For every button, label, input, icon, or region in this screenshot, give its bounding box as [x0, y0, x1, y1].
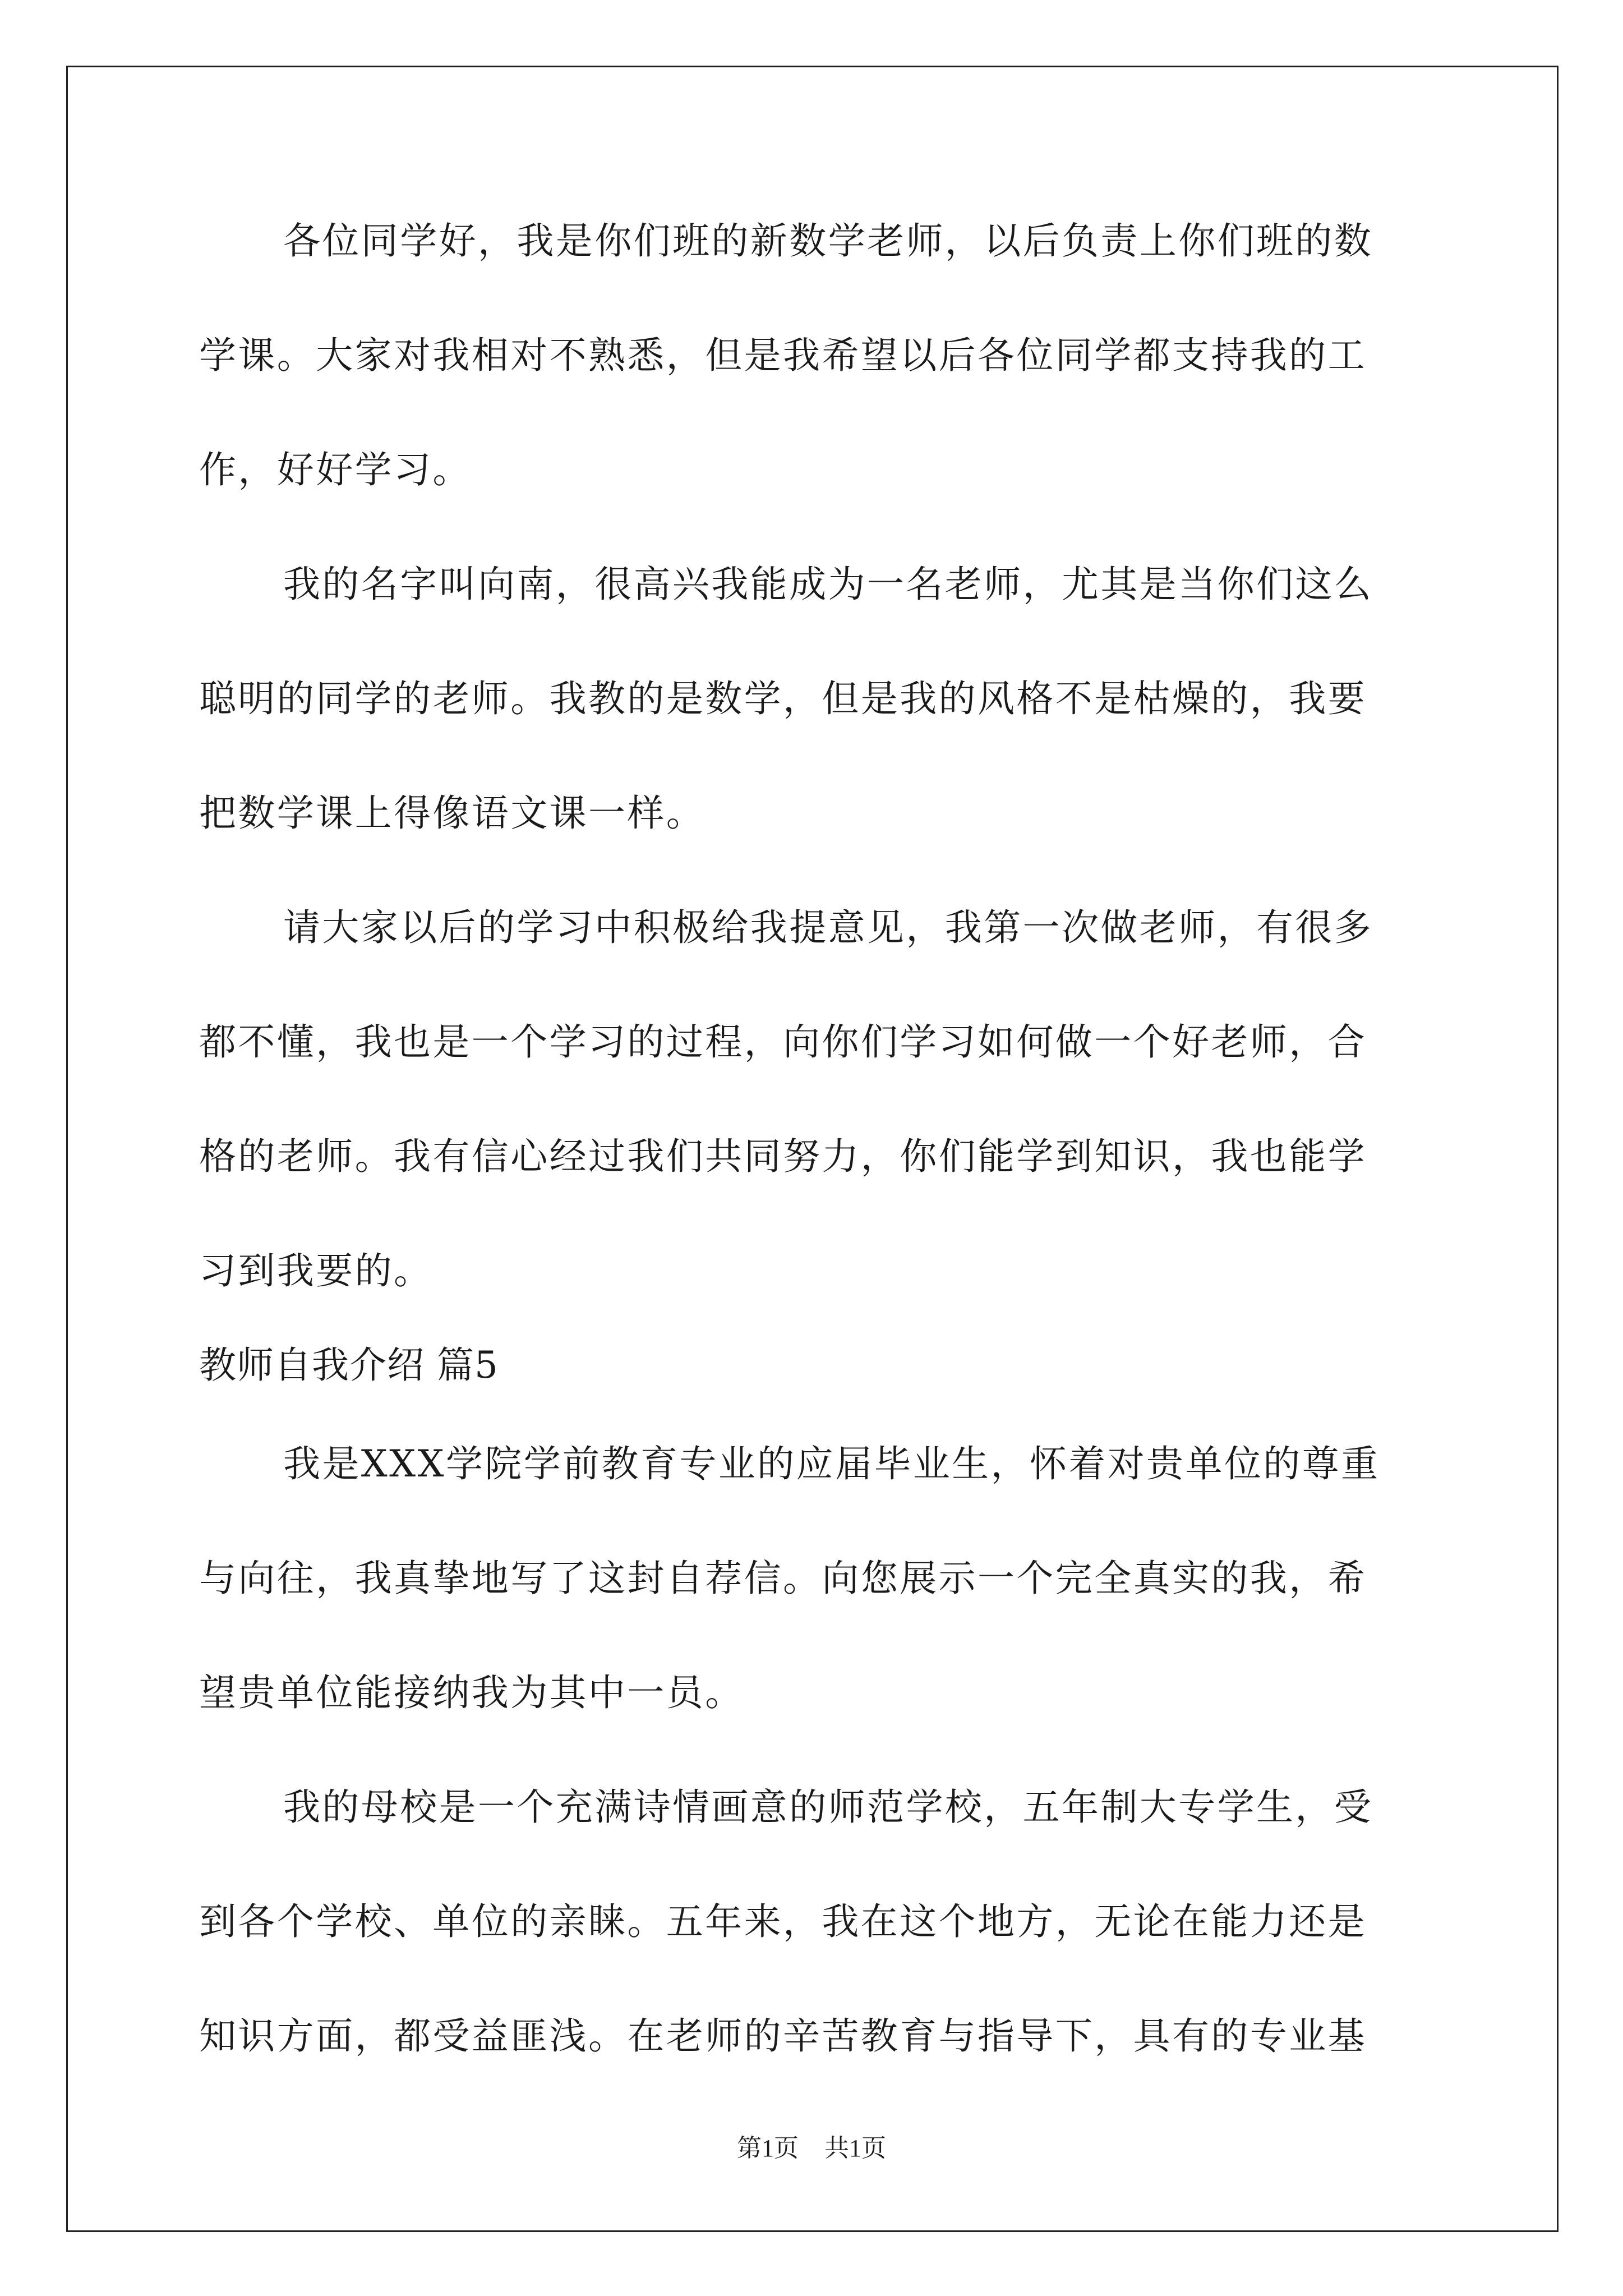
section-heading: 教师自我介绍 篇5	[199, 1343, 499, 1387]
paragraph-line: 请大家以后的学习中积极给我提意见，我第一次做老师，有很多	[283, 906, 1373, 949]
paragraph-line: 各位同学好，我是你们班的新数学老师，以后负责上你们班的数	[283, 219, 1373, 263]
paragraph-line: 我的母校是一个充满诗情画意的师范学校，五年制大专学生，受	[283, 1786, 1373, 1829]
paragraph-line: 格的老师。我有信心经过我们共同努力，你们能学到知识，我也能学	[199, 1135, 1367, 1178]
paragraph-line: 作，好好学习。	[199, 448, 472, 491]
paragraph-line: 与向往，我真挚地写了这封自荐信。向您展示一个完全真实的我，希	[199, 1557, 1367, 1600]
paragraph-line: 望贵单位能接纳我为其中一员。	[199, 1671, 744, 1714]
page-number: 第1页	[737, 2134, 799, 2162]
paragraph-line: 把数学课上得像语文课一样。	[199, 792, 706, 835]
paragraph-line: 知识方面，都受益匪浅。在老师的辛苦教育与指导下，具有的专业基	[199, 2014, 1367, 2058]
paragraph-line: 学课。大家对我相对不熟悉，但是我希望以后各位同学都支持我的工	[199, 334, 1367, 377]
paragraph-line: 到各个学校、单位的亲睐。五年来，我在这个地方，无论在能力还是	[199, 1900, 1367, 1943]
paragraph-line: 习到我要的。	[199, 1249, 433, 1292]
paragraph-line: 聪明的同学的老师。我教的是数学，但是我的风格不是枯燥的，我要	[199, 677, 1367, 720]
page-total: 共1页	[824, 2134, 886, 2162]
page-footer	[0, 2132, 1623, 2165]
paragraph-line: 我是XXX学院学前教育专业的应届毕业生，怀着对贵单位的尊重	[283, 1442, 1380, 1485]
paragraph-line: 我的名字叫向南，很高兴我能成为一名老师，尤其是当你们这么	[283, 563, 1373, 606]
paragraph-line: 都不懂，我也是一个学习的过程，向你们学习如何做一个好老师，合	[199, 1020, 1367, 1064]
